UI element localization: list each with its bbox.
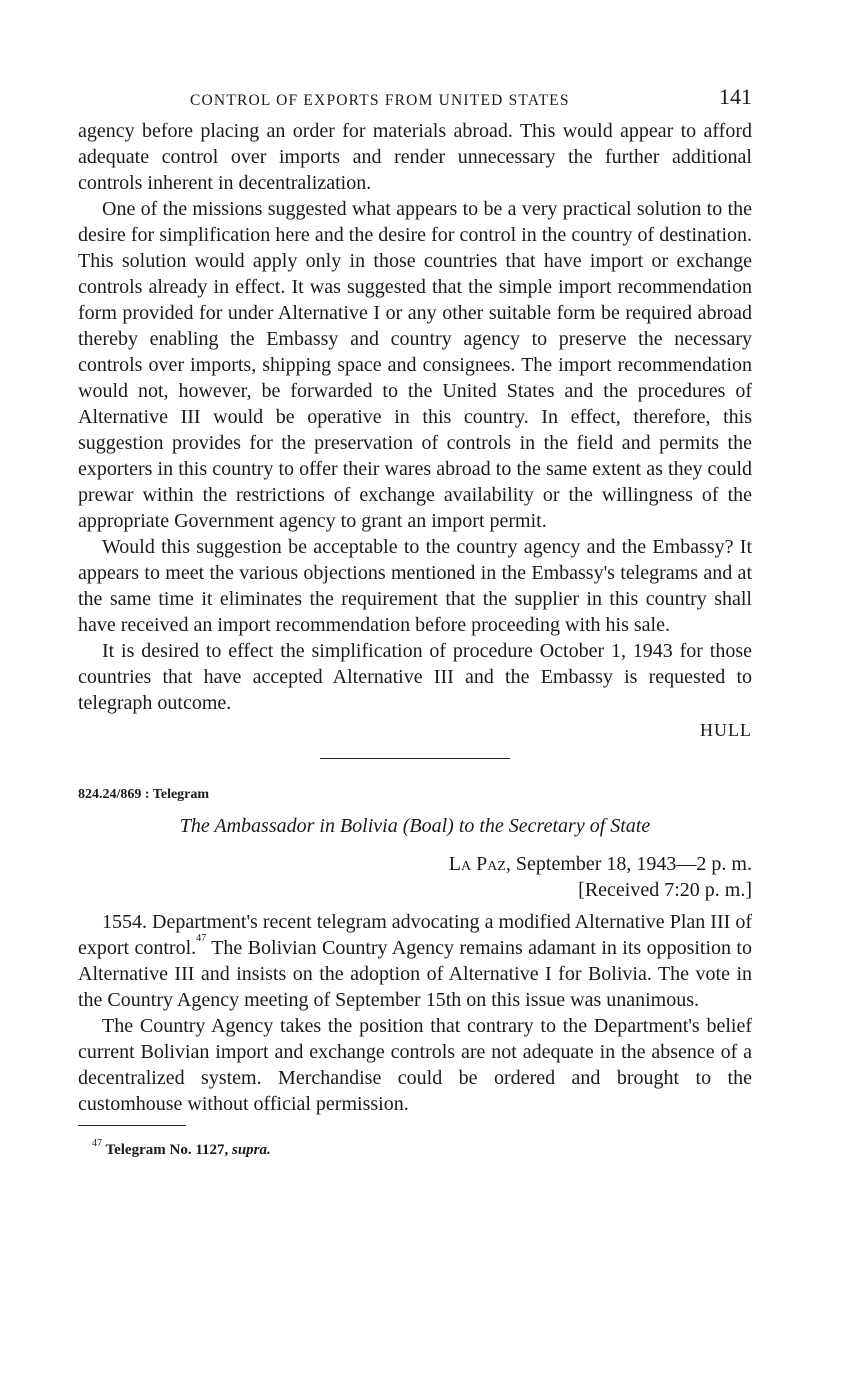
page-number: 141 <box>719 84 752 109</box>
document-page <box>78 86 752 1160</box>
telegram-paragraph-1 <box>78 909 752 1013</box>
running-header <box>78 86 752 116</box>
telegram-paragraph-2: The Country Agency takes the position that contrary to the Department's belief current Bolivian import and exchange controls are not adequate in the absence of a decentralized system. Merchandise could be ordered and brought to the customhouse without official permission. <box>78 1015 752 1115</box>
footnote-divider <box>78 1125 186 1126</box>
telegram-paragraph-1-start: 1554. Department's recent telegram advocating a modified Alternative Plan III of export control. <box>78 911 752 959</box>
running-title: CONTROL OF EXPORTS FROM UNITED STATES <box>190 92 570 109</box>
signature: HULL <box>700 720 752 740</box>
letter-paragraph-2: One of the missions suggested what appears to be a very practical solution to the desire for simplification here and the desire for control in the country of destination. This solution would apply only in those countries that have import or exchange controls already in effect. It was suggested that the simple import recommendation form provided for under Alternative I or any other suitable form be required abroad thereby enabling the Embassy and country agency to preserve the necessary controls over imports, shipping space and consignees. The import recommendation would not, however, be forwarded to the United States and the procedures of Alternative III would be operative in this country. In effect, therefore, this suggestion provides for the preservation of controls in the field and permits the exporters in this country to offer their wares abroad to the same extent as they could prewar within the restrictions of exchange availability or the willingness of the appropriate Government agency to grant an import permit. <box>78 198 752 532</box>
file-number: 824.24/869 : Telegram <box>78 787 210 802</box>
letter-paragraph-3: Would this suggestion be acceptable to the country agency and the Embassy? It appears to meet the various objections mentioned in the Embassy's telegrams and at the same time it eliminates the requirement that the supplier in this country shall have received an import recommendation before proceeding with his sale. <box>78 536 752 636</box>
received-time: [Received 7:20 p. m.] <box>578 879 752 901</box>
dateline-place: La Paz <box>448 853 506 875</box>
footnote-reference: 47 <box>196 933 207 944</box>
footnote <box>92 1140 752 1160</box>
letter-paragraph-4: It is desired to effect the simplification of procedure October 1, 1943 for those countries that have accepted Alternative III and the Embassy is requested to telegraph outcome. <box>78 640 752 714</box>
footnote-supra: supra. <box>232 1142 271 1158</box>
letter-paragraph-1: agency before placing an order for materials abroad. This would appear to afford adequate control over imports and render unnecessary the further additional controls inherent in decentralization. <box>78 120 752 194</box>
dateline-date: , September 18, 1943—2 p. m. <box>505 853 752 875</box>
dateline <box>78 851 752 877</box>
document-heading: The Ambassador in Bolivia (Boal) to the Secretary of State <box>179 815 651 837</box>
footnote-number: 47 <box>92 1138 102 1149</box>
footnote-text: Telegram No. 1127, <box>102 1142 232 1158</box>
telegram-paragraph-1-rest: The Bolivian Country Agency remains adamant in its opposition to Alternative III and insists on the adoption of Alternative I for Bolivia. The vote in the Country Agency meeting of September 15th on this issue was unanimous. <box>78 937 752 1011</box>
section-divider <box>320 758 510 759</box>
letter-body <box>78 118 752 744</box>
telegram-body <box>78 909 752 1117</box>
